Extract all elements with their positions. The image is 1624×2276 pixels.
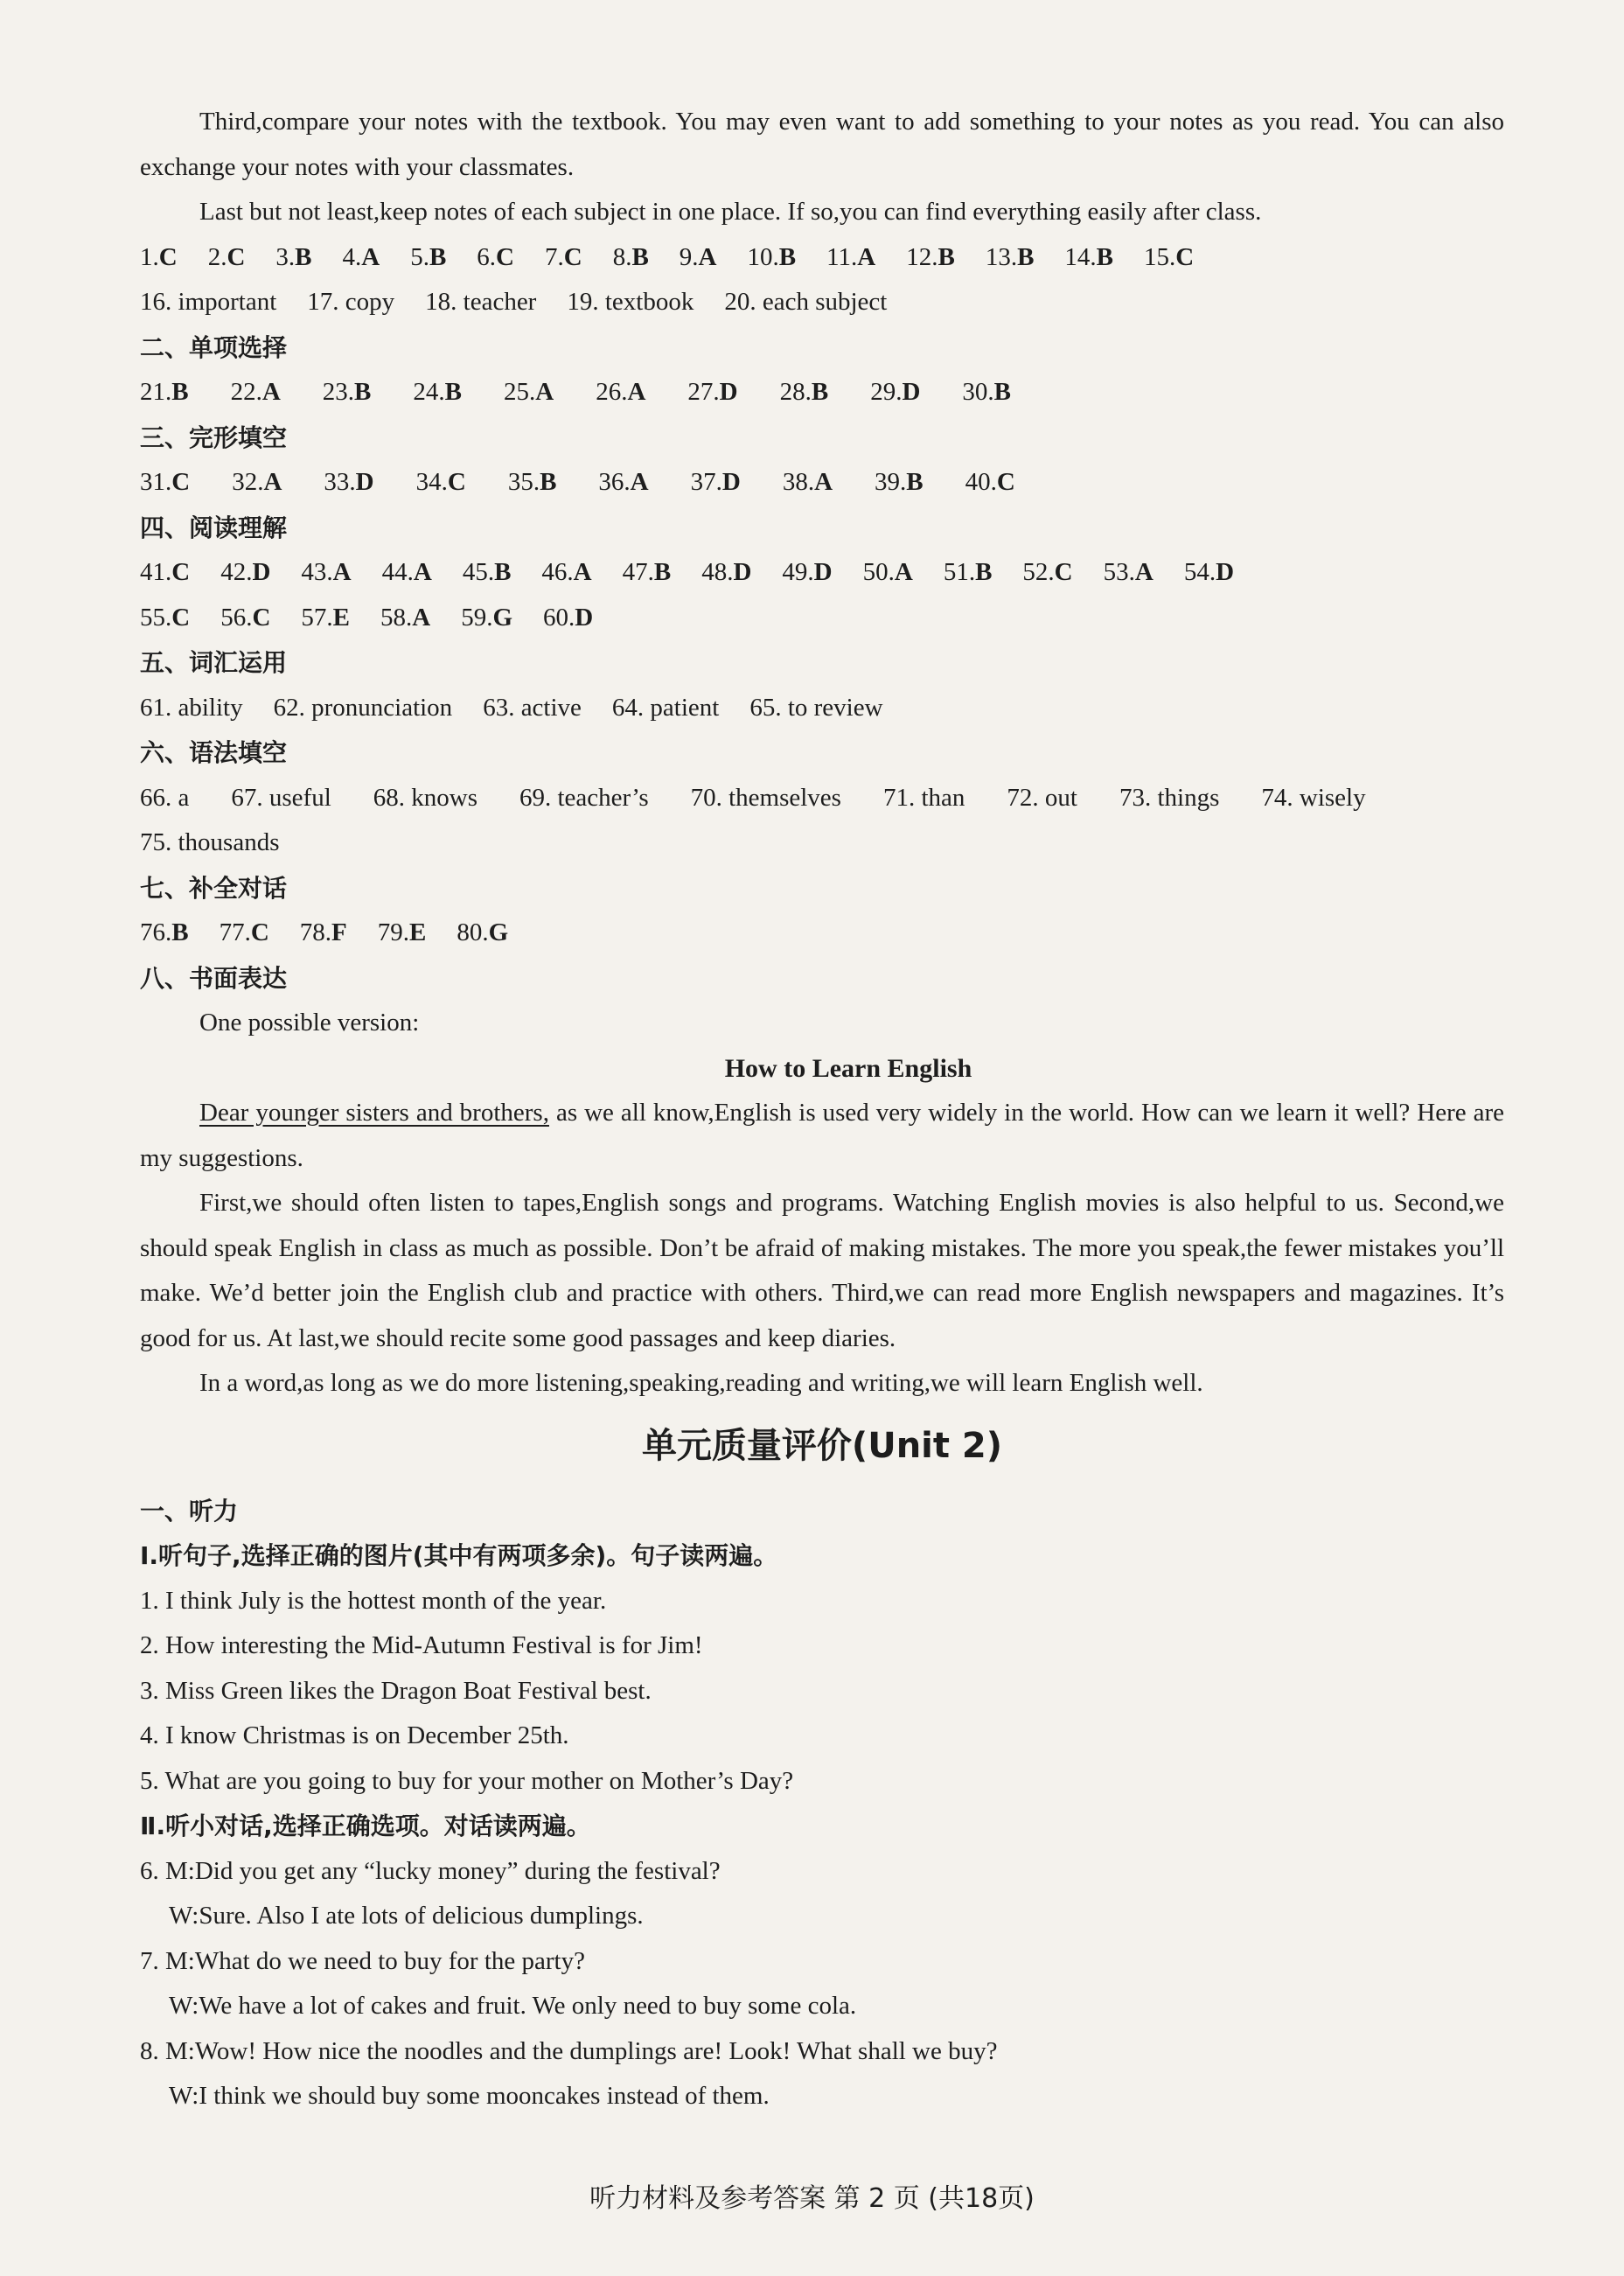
answer-item: 31.C <box>140 468 191 496</box>
section-heading-3: 三、完形填空 <box>140 422 288 452</box>
answer-item: 37.D <box>690 468 741 496</box>
answer-item: 48.D <box>701 558 752 586</box>
answer-item: 71. than <box>882 783 965 812</box>
dialogue-man-line: 7. M:What do we need to buy for the party? <box>140 1946 585 1975</box>
essay-title: How to Learn English <box>724 1053 972 1083</box>
answer-item: 8.B <box>612 242 649 271</box>
answers-1-15 <box>140 235 1504 281</box>
answer-item: 45.B <box>462 558 512 586</box>
page-content <box>140 100 1504 2119</box>
answer-item: 27.D <box>687 378 738 406</box>
answer-item: 80.G <box>457 918 509 946</box>
version-label: One possible version: <box>199 1009 420 1037</box>
answer-item: 40.C <box>965 468 1015 496</box>
listening-sentence: 2. How interesting the Mid-Autumn Festival is for Jim! <box>140 1631 703 1659</box>
answers-76-80 <box>140 911 1504 956</box>
answer-item: 5.B <box>410 242 447 271</box>
answer-item: 41.C <box>140 558 191 586</box>
essay-paragraph-1: Dear younger sisters and brothers, as we all know,English is used very widely in the world. How can we learn it well? Here are my suggestions. <box>140 1099 1504 1172</box>
answer-item: 23.B <box>322 378 372 406</box>
listening-sentence: 1. I think July is the hottest month of the year. <box>140 1586 607 1615</box>
answer-item: 69. teacher’s <box>519 783 649 812</box>
unit-title: 单元质量评价(Unit 2) <box>641 1425 1003 1466</box>
answer-item: 68. knows <box>373 783 477 812</box>
answers-16-20 <box>140 280 1504 325</box>
answer-item: 14.B <box>1064 242 1114 271</box>
answer-item: 18. teacher <box>425 288 537 316</box>
answer-item: 56.C <box>220 603 271 632</box>
essay-paragraph-3: In a word,as long as we do more listening,speaking,reading and writing,we will learn English well. <box>199 1369 1203 1397</box>
answer-item: 65. to review <box>749 693 883 722</box>
answer-item: 13.B <box>985 242 1035 271</box>
answer-item: 53.A <box>1103 558 1154 586</box>
essay-paragraph-2: First,we should often listen to tapes,English songs and programs. Watching English movies is also helpful to us. Second,we should speak English in class as much as possible. Don’t be afraid of making mistakes. The more you speak,the fewer mistakes you’ll make. We’d better join the English club and practice with others. Third,we can read more English newspapers and magazines. It’s good for us. At last,we should recite some good passages and keep diaries. <box>140 1189 1504 1352</box>
answer-item: 19. textbook <box>567 288 694 316</box>
answer-item: 61. ability <box>140 693 243 722</box>
answer-item: 43.A <box>301 558 352 586</box>
listening-part-2-heading: Ⅱ.听小对话,选择正确选项。对话读两遍。 <box>140 1812 591 1840</box>
answer-item: 60.D <box>543 603 594 632</box>
answer-item: 55.C <box>140 603 191 632</box>
answer-item: 22.A <box>230 378 281 406</box>
listening-sentence: 3. Miss Green likes the Dragon Boat Festival best. <box>140 1676 652 1705</box>
answers-21-30 <box>140 370 1504 415</box>
listening-sentence: 5. What are you going to buy for your mother on Mother’s Day? <box>140 1766 794 1795</box>
answer-item: 79.E <box>377 918 427 946</box>
answer-item: 24.B <box>413 378 462 406</box>
answer-item: 76.B <box>140 918 189 946</box>
answer-item: 34.C <box>415 468 466 496</box>
answer-item: 1.C <box>140 242 178 271</box>
section-heading-5: 五、词汇运用 <box>140 648 288 677</box>
answer-item: 3.B <box>275 242 312 271</box>
answer-item: 72. out <box>1007 783 1077 812</box>
dialogue-man-line: 8. M:Wow! How nice the noodles and the dumplings are! Look! What shall we buy? <box>140 2036 998 2065</box>
answer-item: 49.D <box>782 558 833 586</box>
listening-part-1-heading: Ⅰ.听句子,选择正确的图片(其中有两项多余)。句子读两遍。 <box>140 1541 778 1570</box>
answer-item: 57.E <box>301 603 350 632</box>
answer-item: 74. wisely <box>1261 783 1366 812</box>
section-heading-4: 四、阅读理解 <box>140 513 288 542</box>
answer-item: 70. themselves <box>690 783 841 812</box>
answer-item: 12.B <box>906 242 955 271</box>
section-heading-7: 七、补全对话 <box>140 873 288 903</box>
answers-55-60 <box>140 596 1504 641</box>
answer-item: 42.D <box>220 558 271 586</box>
answer-item: 2.C <box>207 242 246 271</box>
answer-item: 78.F <box>299 918 347 946</box>
page-footer: 听力材料及参考答案 第 2 页 (共18页) <box>589 2183 1035 2214</box>
answer-item: 15.C <box>1144 242 1195 271</box>
answer-item: 51.B <box>943 558 993 586</box>
answer-item: 39.B <box>875 468 924 496</box>
answer-item: 59.G <box>461 603 513 632</box>
answer-item: 63. active <box>483 693 582 722</box>
answer-item: 38.A <box>782 468 833 496</box>
answer-item: 36.A <box>598 468 649 496</box>
answers-61-65 <box>140 686 1504 731</box>
listening-sentence: 4. I know Christmas is on December 25th. <box>140 1721 569 1749</box>
answer-item: 30.B <box>962 378 1011 406</box>
answer-item: 58.A <box>380 603 431 632</box>
answer-item: 64. patient <box>611 693 720 722</box>
dialogue-woman-line: W:Sure. Also I ate lots of delicious dumplings. <box>169 1902 644 1930</box>
answer-item: 11.A <box>826 242 876 271</box>
answer-item: 16. important <box>140 288 277 316</box>
answers-41-54 <box>140 550 1504 596</box>
answer-item: 28.B <box>779 378 829 406</box>
answer-item: 67. useful <box>231 783 331 812</box>
answer-item: 46.A <box>541 558 592 586</box>
answer-item: 20. each subject <box>724 288 888 316</box>
answer-item: 4.A <box>342 242 380 271</box>
answer-item: 62. pronunciation <box>273 693 453 722</box>
answer-item: 7.C <box>545 242 582 271</box>
answer-item: 29.D <box>870 378 921 406</box>
answer-item: 73. things <box>1119 783 1220 812</box>
answer-item: 10.B <box>747 242 797 271</box>
section-heading-6: 六、语法填空 <box>140 738 288 767</box>
answer-item: 33.D <box>324 468 374 496</box>
answer-item: 44.A <box>381 558 432 586</box>
listening-heading: 一、听力 <box>140 1496 239 1525</box>
dialogue-woman-line: W:We have a lot of cakes and fruit. We only need to buy some cola. <box>169 1992 857 2020</box>
answer-item: 9.A <box>679 242 717 271</box>
essay-greeting: Dear younger sisters and brothers, <box>199 1099 549 1127</box>
answer-item: 35.B <box>507 468 557 496</box>
answer-item: 17. copy <box>307 288 395 316</box>
dialogue-woman-line: W:I think we should buy some mooncakes instead of them. <box>169 2082 770 2110</box>
answer-item: 21.B <box>140 378 189 406</box>
answer-item: 6.C <box>477 242 514 271</box>
answer-item: 25.A <box>503 378 554 406</box>
answers-31-40 <box>140 460 1504 506</box>
section-heading-8: 八、书面表达 <box>140 963 288 993</box>
answer-75: 75. thousands <box>140 828 280 856</box>
section-heading-2: 二、单项选择 <box>140 332 288 362</box>
answer-item: 52.C <box>1022 558 1073 586</box>
paragraph-last: Last but not least,keep notes of each subject in one place. If so,you can find everything easily after class. <box>199 198 1262 226</box>
answer-item: 66. a <box>140 783 190 812</box>
answers-66-74 <box>140 776 1504 821</box>
paragraph-third: Third,compare your notes with the textbook. You may even want to add something to your notes as you read. You can also exchange your notes with your classmates. <box>140 108 1504 181</box>
answer-item: 77.C <box>219 918 269 946</box>
answer-item: 47.B <box>622 558 672 586</box>
answer-item: 50.A <box>862 558 913 586</box>
answer-item: 32.A <box>232 468 282 496</box>
answer-item: 54.D <box>1183 558 1235 586</box>
answer-item: 26.A <box>596 378 646 406</box>
dialogue-man-line: 6. M:Did you get any “lucky money” during the festival? <box>140 1856 721 1885</box>
